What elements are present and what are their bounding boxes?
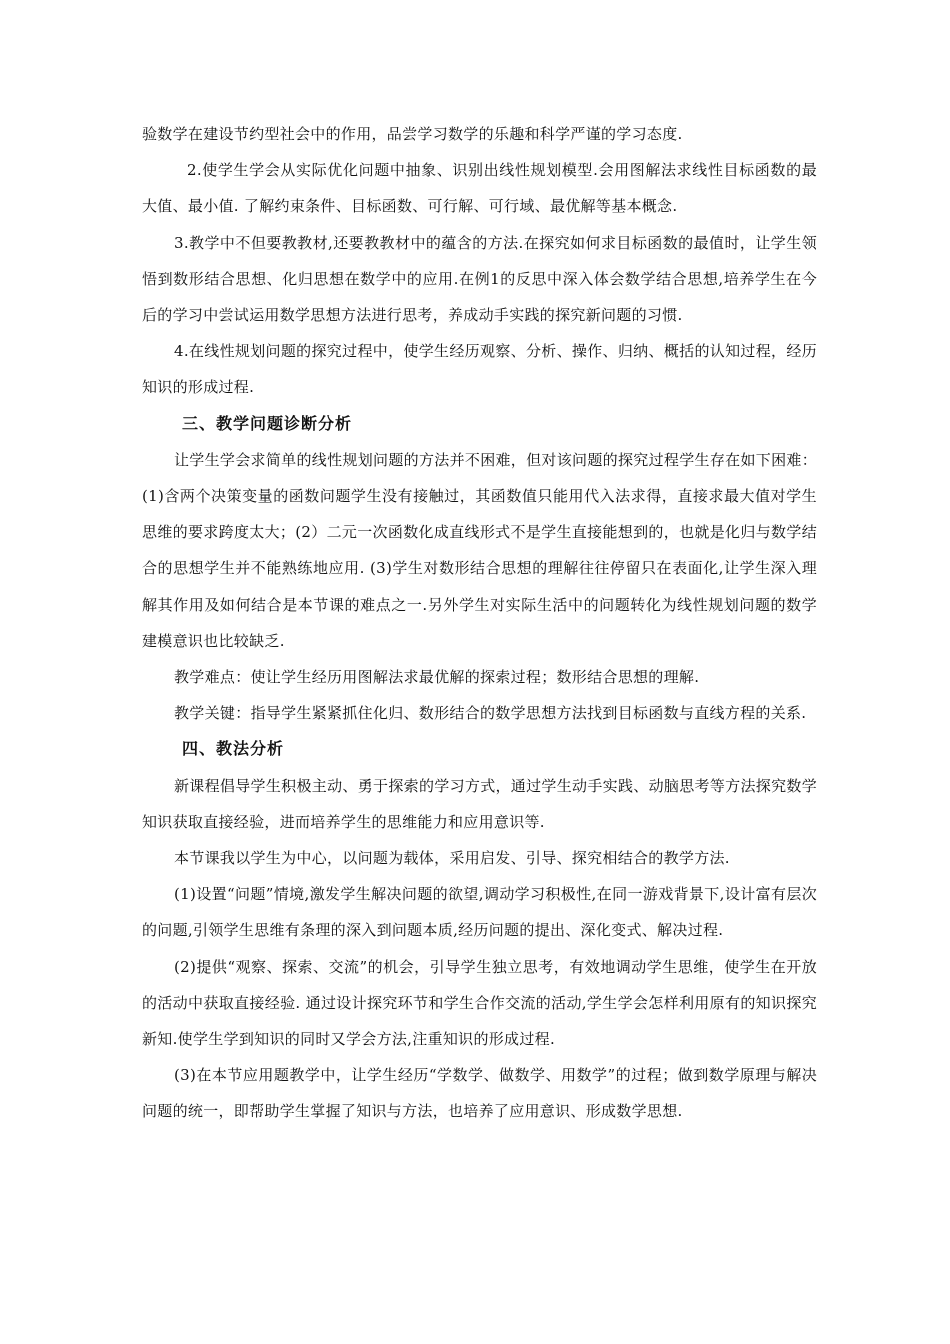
section-4-paragraph-2: 本节课我以学生为中心，以问题为载体，采用启发、引导、探究相结合的教学方法.: [174, 849, 730, 868]
intro-paragraph-continuation: 验数学在建设节约型社会中的作用，品尝学习数学的乐趣和科学严谨的学习态度.: [142, 125, 683, 143]
teaching-difficulty-paragraph: 教学难点：使让学生经历用图解法求最优解的探索过程；数形结合思想的理解.: [174, 668, 700, 687]
document-body: [142, 116, 817, 1130]
objective-3-paragraph: 3.教学中不但要教教材,还要教教材中的蕴含的方法.在探究如何求目标函数的最值时，让学生领悟到数形结合思想、化归思想在数学中的应用.在例1的反思中深入体会数学结合思想,培养学生在今后的学习中尝试运用数学思想方法进行思考，养成动手实践的探究新问题的习惯.: [142, 233, 817, 325]
objective-2-paragraph: 2.使学生学会从实际优化问题中抽象、识别出线性规划模型.会用图解法求线性目标函数的最大值、最小值. 了解约束条件、目标函数、可行解、可行域、最优解等基本概念.: [142, 161, 817, 216]
section-4-paragraph-1: 新课程倡导学生积极主动、勇于探索的学习方式，通过学生动手实践、动脑思考等方法探究数学知识获取直接经验，进而培养学生的思维能力和应用意识等.: [142, 776, 817, 831]
section-4-heading: 四、教法分析: [182, 739, 285, 759]
section-3-paragraph-1: 让学生学会求简单的线性规划问题的方法并不困难，但对该问题的探究过程学生存在如下困难：(1)含两个决策变量的函数问题学生没有接触过，其函数值只能用代入法求得，直接求最大值对学生思维的要求跨度太大；(2）二元一次函数化成直线形式不是学生直接能想到的，也就是化归与数学结合的思想学生并不能熟练地应用. (3)学生对数形结合思想的理解往往停留只在表面化,让学生深入理解其作用及如何结合是本节课的难点之一.另外学生对实际生活中的问题转化为线性规划问题的数学建模意识也比较缺乏.: [142, 450, 817, 650]
section-4-item-1: (1)设置“问题”情境,激发学生解决问题的欲望,调动学习积极性,在同一游戏背景下,设计富有层次的问题,引领学生思维有条理的深入到问题本质,经历问题的提出、深化变式、解决过程.: [142, 885, 817, 940]
section-4-item-2: (2)提供“观察、探索、交流”的机会，引导学生独立思考，有效地调动学生思维，使学生在开放的活动中获取直接经验. 通过设计探究环节和学生合作交流的活动,学生学会怎样利用原有的知识探究新知.使学生学到知识的同时又学会方法,注重知识的形成过程.: [142, 957, 817, 1049]
teaching-key-paragraph: 教学关键：指导学生紧紧抓住化归、数形结合的数学思想方法找到目标函数与直线方程的关系.: [174, 704, 807, 723]
section-3-heading: 三、教学问题诊断分析: [182, 413, 353, 433]
objective-4-paragraph: 4.在线性规划问题的探究过程中，使学生经历观察、分析、操作、归纳、概括的认知过程，经历知识的形成过程.: [142, 342, 817, 397]
section-4-item-3: (3)在本节应用题教学中，让学生经历“学数学、做数学、用数学”的过程；做到数学原理与解决问题的统一，即帮助学生掌握了知识与方法，也培养了应用意识、形成数学思想.: [142, 1066, 817, 1121]
